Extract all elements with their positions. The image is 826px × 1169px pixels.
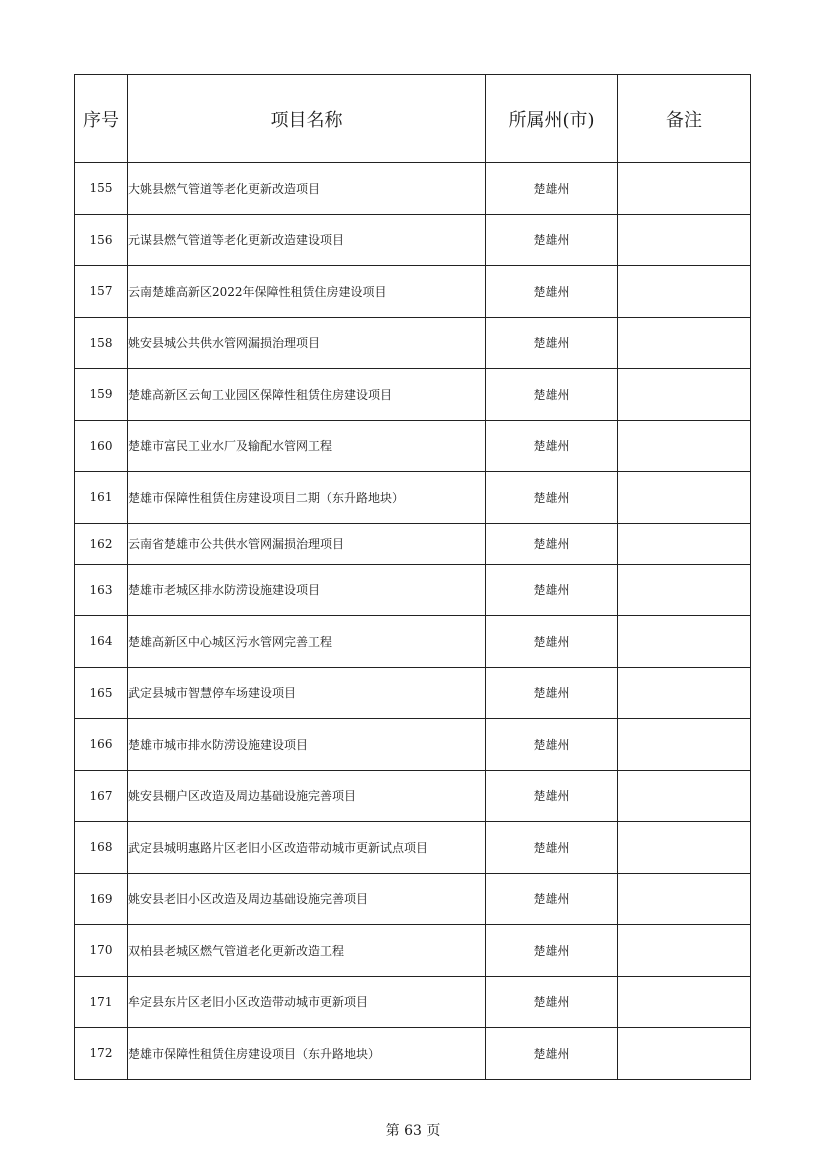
row-serial-number: 167 — [75, 770, 128, 822]
row-remarks — [618, 925, 751, 977]
table-row — [75, 873, 751, 925]
row-serial-number: 162 — [75, 523, 128, 564]
row-project-name: 楚雄市城市排水防涝设施建设项目 — [128, 719, 486, 771]
row-serial-number: 170 — [75, 925, 128, 977]
row-remarks — [618, 564, 751, 616]
table-row — [75, 616, 751, 668]
row-prefecture: 楚雄州 — [486, 163, 618, 215]
row-prefecture: 楚雄州 — [486, 564, 618, 616]
table-row — [75, 667, 751, 719]
row-prefecture: 楚雄州 — [486, 822, 618, 874]
table-row — [75, 822, 751, 874]
row-remarks — [618, 420, 751, 472]
row-serial-number: 168 — [75, 822, 128, 874]
row-project-name: 楚雄市保障性租赁住房建设项目二期（东升路地块） — [128, 472, 486, 524]
row-prefecture: 楚雄州 — [486, 667, 618, 719]
row-project-name: 武定县城市智慧停车场建设项目 — [128, 667, 486, 719]
table-row — [75, 1028, 751, 1080]
row-prefecture: 楚雄州 — [486, 266, 618, 318]
row-remarks — [618, 616, 751, 668]
row-prefecture: 楚雄州 — [486, 873, 618, 925]
row-remarks — [618, 976, 751, 1028]
row-prefecture: 楚雄州 — [486, 925, 618, 977]
row-project-name: 双柏县老城区燃气管道老化更新改造工程 — [128, 925, 486, 977]
row-remarks — [618, 266, 751, 318]
table-row — [75, 163, 751, 215]
row-project-name: 楚雄市富民工业水厂及输配水管网工程 — [128, 420, 486, 472]
table-row — [75, 472, 751, 524]
row-remarks — [618, 523, 751, 564]
row-serial-number: 169 — [75, 873, 128, 925]
row-remarks — [618, 214, 751, 266]
row-project-name: 云南楚雄高新区2022年保障性租赁住房建设项目 — [128, 266, 486, 318]
row-remarks — [618, 719, 751, 771]
table-header-row — [75, 75, 751, 163]
table-row — [75, 523, 751, 564]
header-project-name: 项目名称 — [128, 75, 486, 163]
row-project-name: 楚雄高新区云甸工业园区保障性租赁住房建设项目 — [128, 369, 486, 421]
table-row — [75, 925, 751, 977]
table-row — [75, 719, 751, 771]
row-remarks — [618, 472, 751, 524]
row-prefecture: 楚雄州 — [486, 976, 618, 1028]
row-project-name: 楚雄市保障性租赁住房建设项目（东升路地块） — [128, 1028, 486, 1080]
row-prefecture: 楚雄州 — [486, 420, 618, 472]
row-serial-number: 165 — [75, 667, 128, 719]
table-row — [75, 369, 751, 421]
row-serial-number: 159 — [75, 369, 128, 421]
row-project-name: 元谋县燃气管道等老化更新改造建设项目 — [128, 214, 486, 266]
row-serial-number: 160 — [75, 420, 128, 472]
row-prefecture: 楚雄州 — [486, 317, 618, 369]
row-serial-number: 163 — [75, 564, 128, 616]
row-remarks — [618, 873, 751, 925]
row-remarks — [618, 770, 751, 822]
row-remarks — [618, 1028, 751, 1080]
row-prefecture: 楚雄州 — [486, 523, 618, 564]
row-serial-number: 158 — [75, 317, 128, 369]
row-remarks — [618, 369, 751, 421]
table-row — [75, 266, 751, 318]
project-table — [74, 74, 751, 1080]
row-project-name: 姚安县城公共供水管网漏损治理项目 — [128, 317, 486, 369]
row-project-name: 楚雄市老城区排水防涝设施建设项目 — [128, 564, 486, 616]
row-project-name: 武定县城明惠路片区老旧小区改造带动城市更新试点项目 — [128, 822, 486, 874]
row-serial-number: 156 — [75, 214, 128, 266]
header-remarks: 备注 — [618, 75, 751, 163]
row-prefecture: 楚雄州 — [486, 472, 618, 524]
table-row — [75, 317, 751, 369]
table-row — [75, 564, 751, 616]
row-serial-number: 172 — [75, 1028, 128, 1080]
table-row — [75, 420, 751, 472]
row-project-name: 姚安县棚户区改造及周边基础设施完善项目 — [128, 770, 486, 822]
row-serial-number: 161 — [75, 472, 128, 524]
row-prefecture: 楚雄州 — [486, 214, 618, 266]
row-project-name: 姚安县老旧小区改造及周边基础设施完善项目 — [128, 873, 486, 925]
row-remarks — [618, 317, 751, 369]
row-project-name: 大姚县燃气管道等老化更新改造项目 — [128, 163, 486, 215]
table-row — [75, 976, 751, 1028]
table-row — [75, 770, 751, 822]
row-serial-number: 164 — [75, 616, 128, 668]
row-prefecture: 楚雄州 — [486, 616, 618, 668]
row-project-name: 云南省楚雄市公共供水管网漏损治理项目 — [128, 523, 486, 564]
table-row — [75, 214, 751, 266]
row-serial-number: 157 — [75, 266, 128, 318]
header-serial-number: 序号 — [75, 75, 128, 163]
row-remarks — [618, 667, 751, 719]
row-serial-number: 155 — [75, 163, 128, 215]
row-project-name: 牟定县东片区老旧小区改造带动城市更新项目 — [128, 976, 486, 1028]
row-prefecture: 楚雄州 — [486, 369, 618, 421]
row-serial-number: 166 — [75, 719, 128, 771]
row-prefecture: 楚雄州 — [486, 770, 618, 822]
row-project-name: 楚雄高新区中心城区污水管网完善工程 — [128, 616, 486, 668]
header-prefecture: 所属州(市) — [486, 75, 618, 163]
row-remarks — [618, 163, 751, 215]
row-prefecture: 楚雄州 — [486, 1028, 618, 1080]
row-serial-number: 171 — [75, 976, 128, 1028]
row-prefecture: 楚雄州 — [486, 719, 618, 771]
row-remarks — [618, 822, 751, 874]
page-number: 第 63 页 — [385, 1123, 441, 1139]
